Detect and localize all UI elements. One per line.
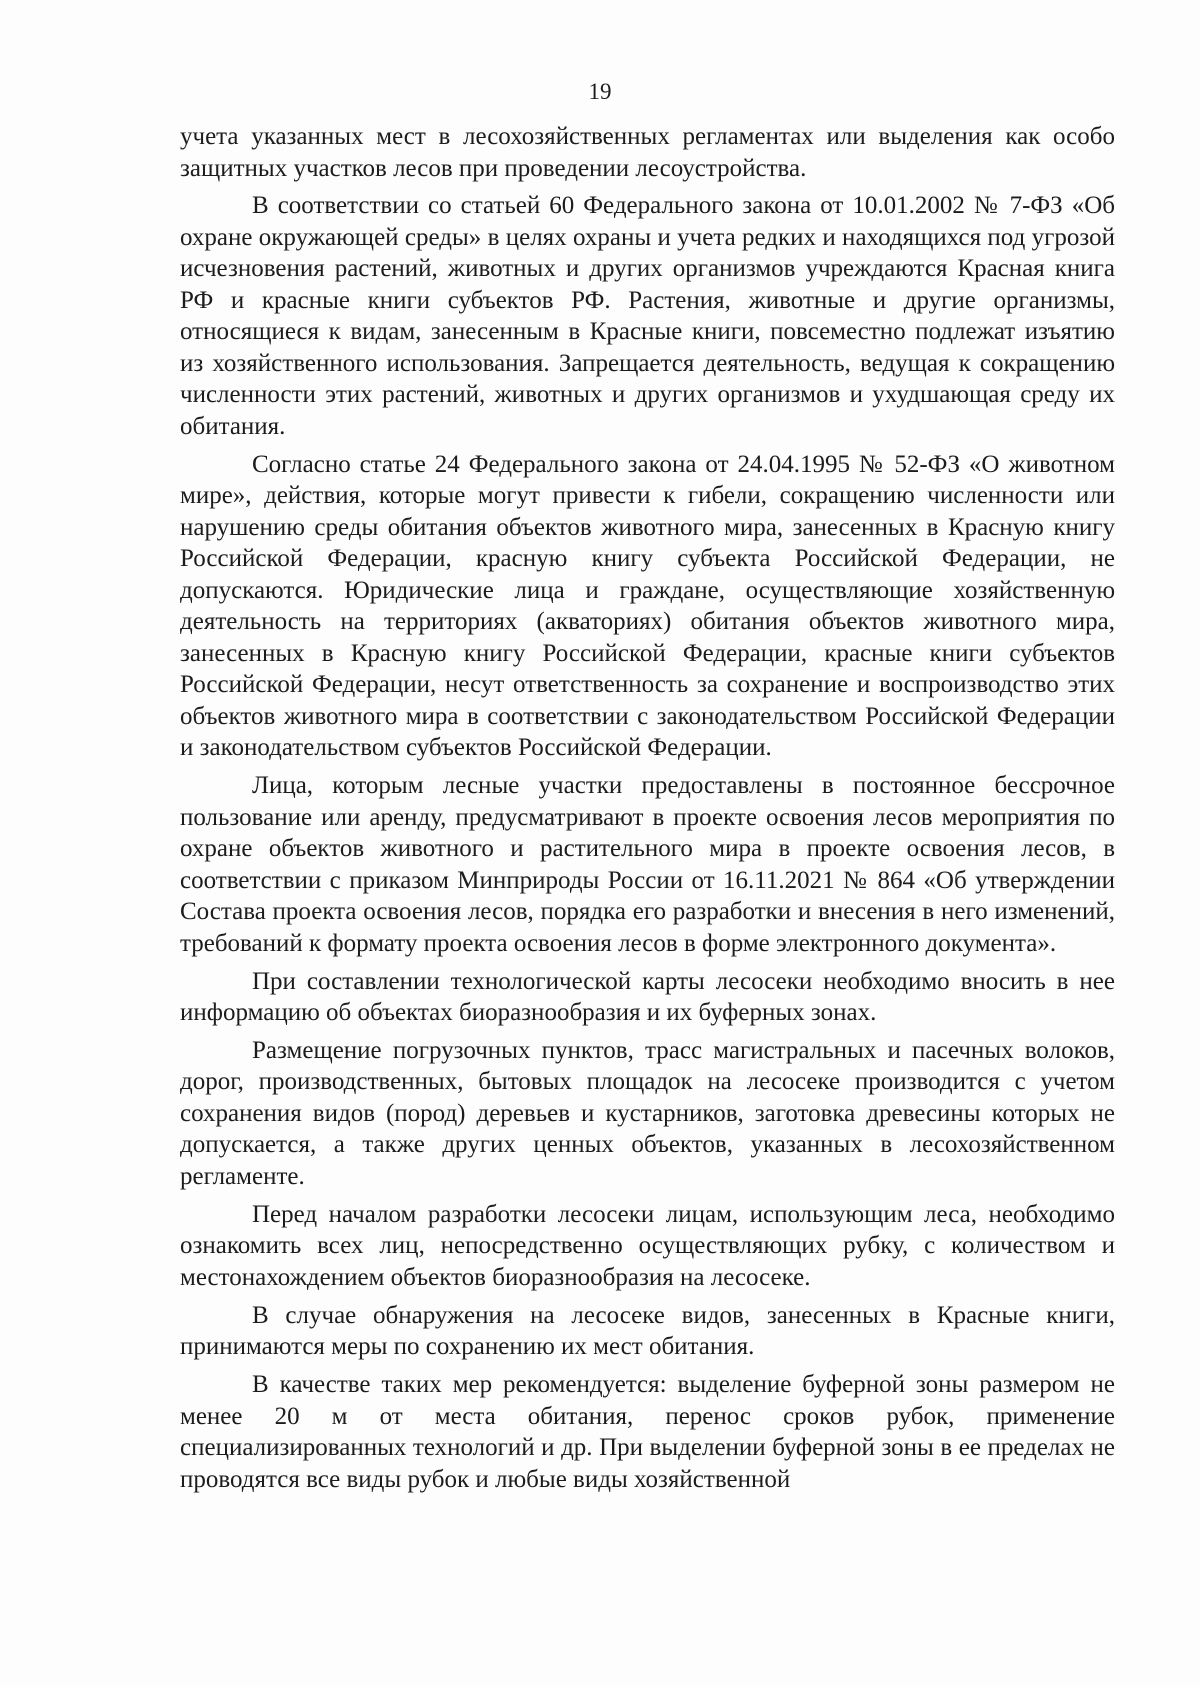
paragraph-animal-world-law-24: Согласно статье 24 Федерального закона от 24.04.1995 № 52-ФЗ «О животном мире», действия, которые могут привести к гибели, сокращению численности или нарушению среды обитания объектов животного мира, занесенных в Красную книгу Российской Федерации, красную книгу субъекта Российской Федерации, не допускаются. Юридические лица и граждане, осуществляющие хозяйственную деятельность на территориях (акваториях) обитания объектов животного мира, занесенных в Красную книгу Российской Федерации, красные книги субъектов Российской Федерации, несут ответственность за сохранение и воспроизводство этих объектов животного мира в соответствии с законодательством Российской Федерации и законодательством субъектов Российской Федерации.: [180, 450, 1115, 762]
paragraph-red-book-law-60: В соответствии со статьей 60 Федерального закона от 10.01.2002 № 7-ФЗ «Об охране окружающей среды» в целях охраны и учета редких и находящихся под угрозой исчезновения растений, животных и других организмов учреждаются Красная книга РФ и красные книги субъектов РФ. Растения, животные и другие организмы, относящиеся к видам, занесенным в Красные книги, повсеместно подлежат изъятию из хозяйственного использования. Запрещается деятельность, ведущая к сокращению численности этих растений, животных и других организмов и ухудшающая среду их обитания.: [180, 192, 1115, 440]
page-number: 19: [588, 79, 612, 104]
paragraph-forest-development-project: Лица, которым лесные участки предоставлены в постоянное бессрочное пользование или аренду, предусматривают в проекте освоения лесов мероприятия по охране объектов животного и растительного мира в проекте освоения лесов, в соответствии с приказом Минприроды России от 16.11.2021 № 864 «Об утверждении Состава проекта освоения лесов, порядка его разработки и внесения в него изменений, требований к формату проекта освоения лесов в форме электронного документа».: [180, 772, 1115, 957]
paragraph-technological-map: При составлении технологической карты лесосеки необходимо вносить в нее информацию об объектах биоразнообразия и их буферных зонах.: [180, 967, 1115, 1027]
paragraph-continuation: учета указанных мест в лесохозяйственных регламентах или выделения как особо защитных участков лесов при проведении лесоустройства.: [180, 123, 1115, 182]
paragraph-before-cutting: Перед началом разработки лесосеки лицам, использующим леса, необходимо ознакомить всех лиц, непосредственно осуществляющих рубку, с количеством и местонахождением объектов биоразнообразия на лесосеке.: [180, 1200, 1115, 1291]
paragraph-buffer-zone-measures: В качестве таких мер рекомендуется: выделение буферной зоны размером не менее 20 м от места обитания, перенос сроков рубок, применение специализированных технологий и др. При выделении буферной зоны в ее пределах не проводятся все виды рубок и любые виды хозяйственной: [180, 1371, 1115, 1493]
paragraph-red-book-species-found: В случае обнаружения на лесосеке видов, занесенных в Красные книги, принимаются меры по сохранению их мест обитания.: [180, 1301, 1115, 1361]
paragraph-placement-of-loading-points: Размещение погрузочных пунктов, трасс магистральных и пасечных волоков, дорог, производственных, бытовых площадок на лесосеке производится с учетом сохранения видов (пород) деревьев и кустарников, заготовка древесины которых не допускается, а также других ценных объектов, указанных в лесохозяйственном регламенте.: [180, 1036, 1115, 1190]
document-body: [180, 121, 1115, 1502]
